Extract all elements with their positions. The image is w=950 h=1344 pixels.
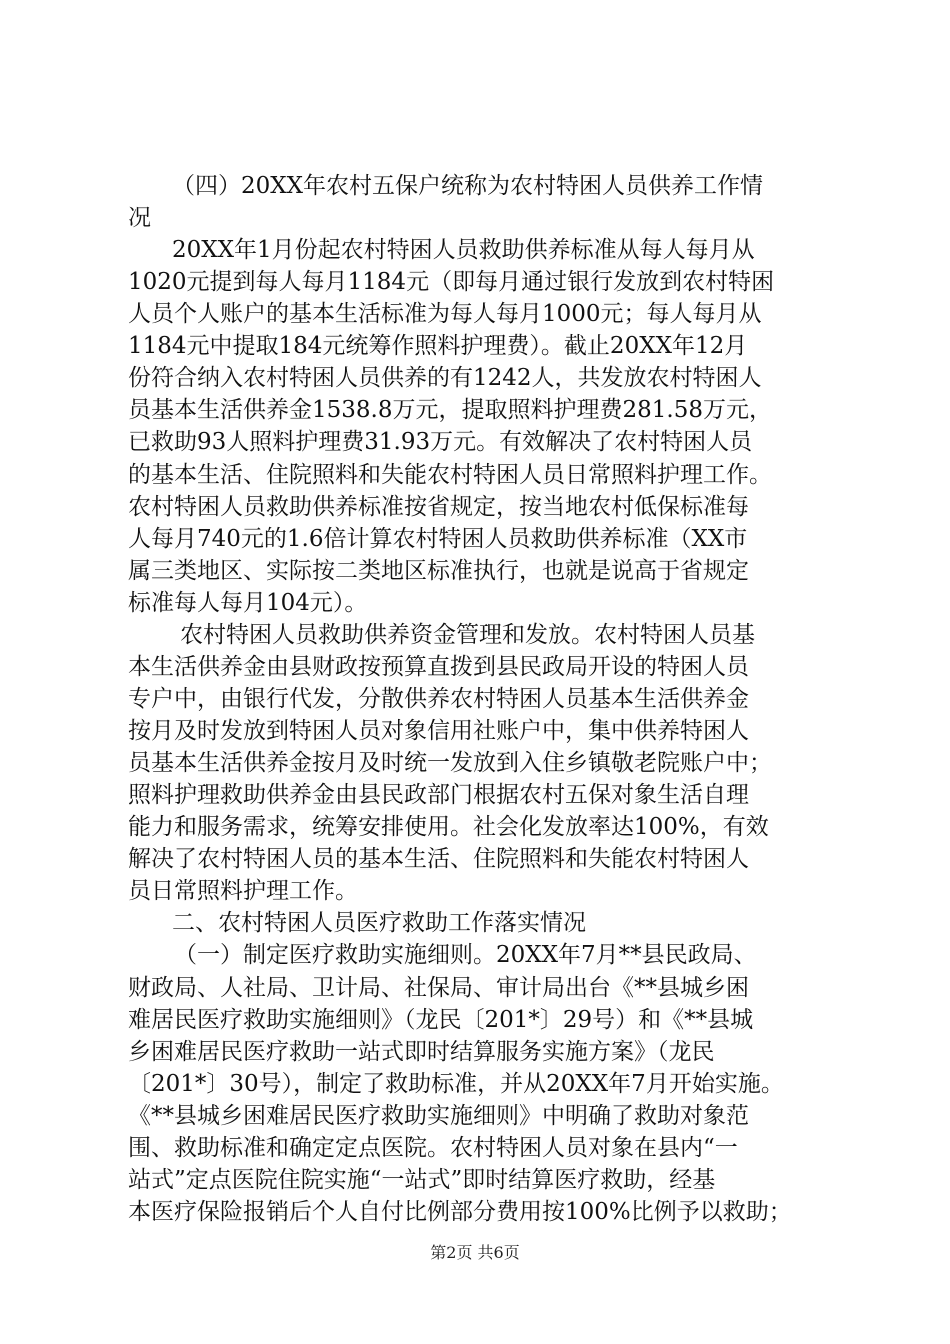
document-line: 二、农村特困人员医疗救助工作落实情况 <box>172 910 586 937</box>
document-line: （一）制定医疗救助实施细则。20XX年7月**县民政局、 <box>174 942 757 969</box>
document-line: 解决了农村特困人员的基本生活、住院照料和失能农村特困人 <box>128 846 749 873</box>
document-line: 员基本生活供养金1538.8万元，提取照料护理费281.58万元， <box>128 397 772 424</box>
document-line: 《**县城乡困难居民医疗救助实施细则》中明确了救助对象范 <box>128 1102 749 1129</box>
document-line: 专户中，由银行代发，分散供养农村特困人员基本生活供养金 <box>128 685 749 712</box>
page-footer: 第2页 共6页 <box>430 1243 520 1262</box>
document-line: 农村特困人员救助供养标准按省规定，按当地农村低保标准每 <box>128 493 749 520</box>
document-line: 况 <box>128 205 151 232</box>
document-line: 已救助93人照料护理费31.93万元。有效解决了农村特困人员 <box>128 429 753 456</box>
document-line: 属三类地区、实际按二类地区标准执行，也就是说高于省规定 <box>128 557 749 584</box>
document-line: 能力和服务需求，统筹安排使用。社会化发放率达100%，有效 <box>128 814 769 841</box>
document-line: 〔201*〕30号），制定了救助标准，并从20XX年7月开始实施。 <box>128 1070 784 1097</box>
document-line: 人员个人账户的基本生活标准为每人每月1000元；每人每月从 <box>128 301 762 328</box>
document-line: 员基本生活供养金按月及时统一发放到入住乡镇敬老院账户中； <box>128 750 772 777</box>
document-line: 站式”定点医院住院实施“一站式”即时结算医疗救助，经基 <box>128 1166 716 1193</box>
document-line: 20XX年1月份起农村特困人员救助供养标准从每人每月从 <box>172 237 755 264</box>
document-line: 标准每人每月104元）。 <box>128 589 368 616</box>
document-line: 1184元中提取184元统筹作照料护理费）。截止20XX年12月 <box>128 333 748 360</box>
document-line: 按月及时发放到特困人员对象信用社账户中，集中供养特困人 <box>128 718 749 745</box>
document-line: 围、救助标准和确定定点医院。农村特困人员对象在县内“一 <box>128 1134 738 1161</box>
document-line: 难居民医疗救助实施细则》（龙民〔201*〕29号）和《**县城 <box>128 1006 754 1033</box>
document-line: 1020元提到每人每月1184元（即每月通过银行发放到农村特困 <box>128 269 775 296</box>
document-line: 本医疗保险报销后个人自付比例部分费用按100%比例予以救助； <box>128 1198 792 1225</box>
document-line: 员日常照料护理工作。 <box>128 878 358 905</box>
document-line: 的基本生活、住院照料和失能农村特困人员日常照料护理工作。 <box>128 461 772 488</box>
document-line: 本生活供养金由县财政按预算直拨到县民政局开设的特困人员 <box>128 653 749 680</box>
document-line: 农村特困人员救助供养资金管理和发放。农村特困人员基 <box>180 621 755 648</box>
document-line: 份符合纳入农村特困人员供养的有1242人，共发放农村特困人 <box>128 365 762 392</box>
document-line: 财政局、人社局、卫计局、社保局、审计局出台《**县城乡困 <box>128 974 749 1001</box>
document-line: 照料护理救助供养金由县民政部门根据农村五保对象生活自理 <box>128 782 749 809</box>
document-line: 人每月740元的1.6倍计算农村特困人员救助供养标准（XX市 <box>128 525 748 552</box>
document-line: 乡困难居民医疗救助一站式即时结算服务实施方案》（龙民 <box>128 1038 715 1065</box>
document-line: （四）20XX年农村五保户统称为农村特困人员供养工作情 <box>172 173 764 199</box>
